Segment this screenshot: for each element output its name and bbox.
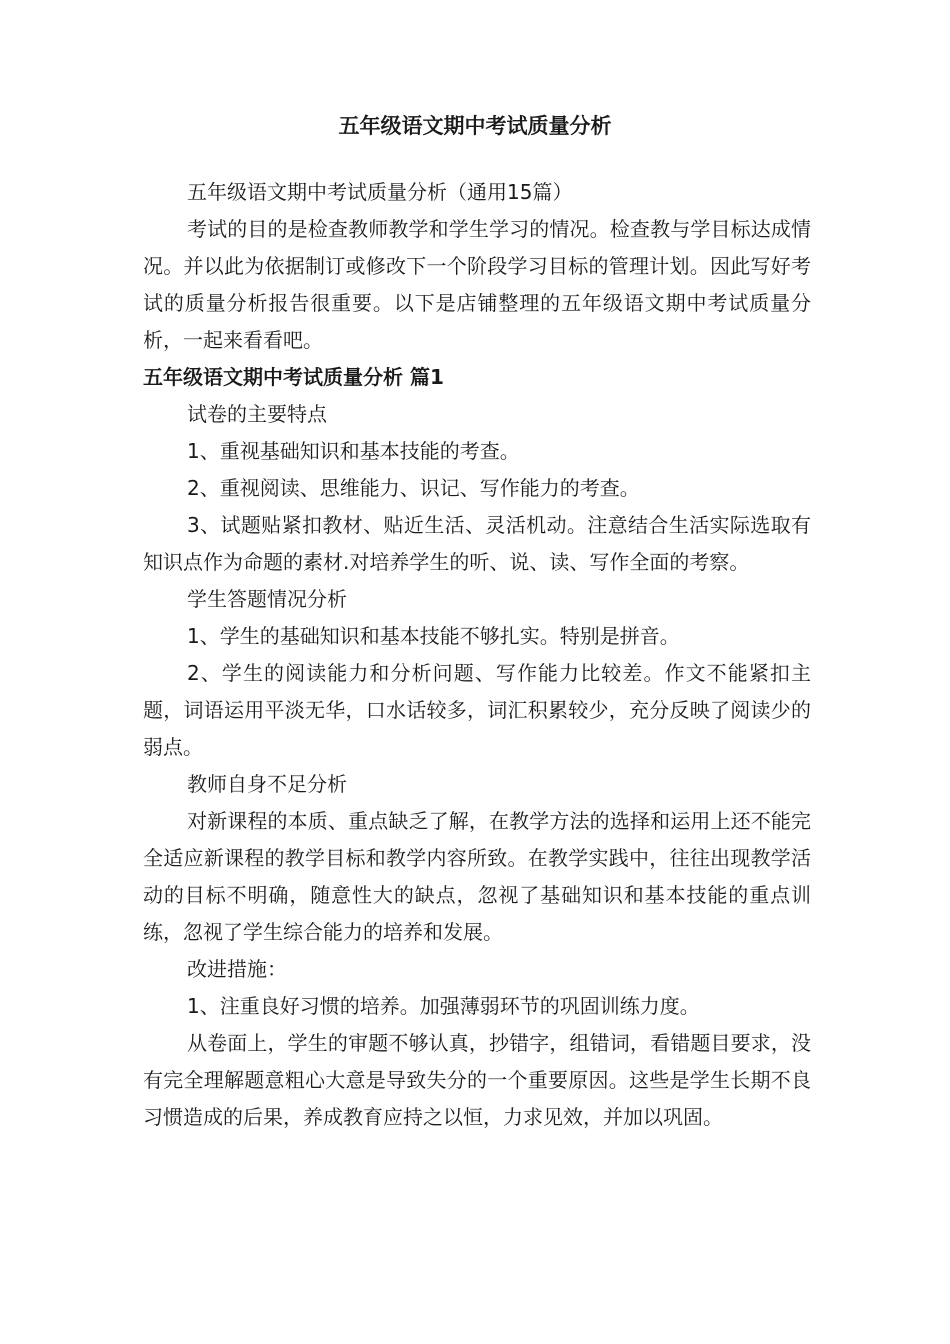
document-body — [143, 174, 811, 1136]
subheading-teacher-analysis: 教师自身不足分析 — [187, 772, 347, 796]
body-paragraph: 从卷面上，学生的审题不够认真，抄错字，组错词，看错题目要求，没有完全理解题意粗心大意是导致失分的一个重要原因。这些是学生长期不良习惯造成的后果，养成教育应持之以恒，力求见效，并加以巩固。 — [143, 1031, 811, 1129]
intro-paragraph: 考试的目的是检查教师教学和学生学习的情况。检查教与学目标达成情况。并以此为依据制订或修改下一个阶段学习目标的管理计划。因此写好考试的质量分析报告很重要。以下是店铺整理的五年级语文期中考试质量分析，一起来看看吧。 — [143, 217, 811, 352]
body-paragraph: 对新课程的本质、重点缺乏了解，在教学方法的选择和运用上还不能完全适应新课程的教学目标和教学内容所致。在教学实践中，往往出现教学活动的目标不明确，随意性大的缺点，忽视了基础知识和基本技能的重点训练，忽视了学生综合能力的培养和发展。 — [143, 809, 811, 944]
subheading-student-analysis: 学生答题情况分析 — [187, 587, 347, 611]
list-item: 1、注重良好习惯的培养。加强薄弱环节的巩固训练力度。 — [187, 994, 700, 1018]
subtitle-paragraph: 五年级语文期中考试质量分析（通用15篇） — [187, 180, 573, 204]
list-item: 1、学生的基础知识和基本技能不够扎实。特别是拼音。 — [187, 624, 680, 648]
list-item: 2、重视阅读、思维能力、识记、写作能力的考查。 — [187, 476, 640, 500]
list-item: 3、试题贴紧扣教材、贴近生活、灵活机动。注意结合生活实际选取有知识点作为命题的素材.对培养学生的听、说、读、写作全面的考察。 — [143, 513, 811, 574]
list-item: 2、学生的阅读能力和分析问题、写作能力比较差。作文不能紧扣主题，词语运用平淡无华，口水话较多，词汇积累较少，充分反映了阅读少的弱点。 — [143, 661, 811, 759]
section-heading: 五年级语文期中考试质量分析 篇1 — [143, 365, 444, 389]
subheading-paper-features: 试卷的主要特点 — [187, 402, 327, 426]
list-item: 1、重视基础知识和基本技能的考查。 — [187, 439, 520, 463]
document-title: 五年级语文期中考试质量分析 — [338, 114, 612, 138]
subheading-improvements: 改进措施： — [187, 957, 287, 981]
